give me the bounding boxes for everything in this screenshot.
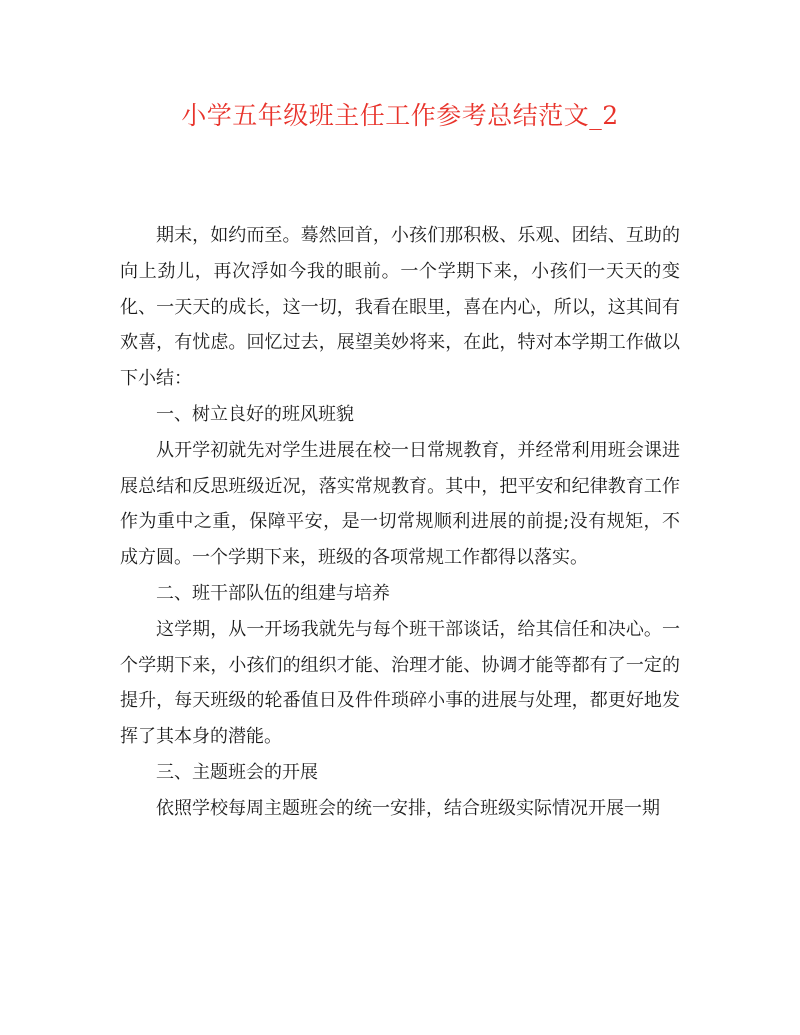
section-heading-1: 一、树立良好的班风班貌 <box>156 403 354 425</box>
paragraph-section-3: 依照学校每周主题班会的统一安排，结合班级实际情况开展一期 <box>156 797 660 819</box>
paragraph-section-1: 从开学初就先对学生进展在校一日常规教育，并经常利用班会课进展总结和反思班级近况，落实常规教育。其中，把平安和纪律教育工作作为重中之重，保障平安，是一切常规顺利进展的前提;没有规矩，不成方圆。一个学期下来，班级的各项常规工作都得以落实。 <box>120 439 680 569</box>
section-heading-2: 二、班干部队伍的组建与培养 <box>156 582 390 604</box>
paragraph-intro: 期末，如约而至。蓦然回首，小孩们那积极、乐观、团结、互助的向上劲儿，再次浮如今我的眼前。一个学期下来，小孩们一天天的变化、一天天的成长，这一切，我看在眼里，喜在内心，所以，这其间有欢喜，有忧虑。回忆过去，展望美妙将来，在此，特对本学期工作做以下小结： <box>120 225 680 390</box>
document-body <box>120 218 680 827</box>
section-heading-3: 三、主题班会的开展 <box>156 761 318 783</box>
paragraph-section-2: 这学期，从一开场我就先与每个班干部谈话，给其信任和决心。一个学期下来，小孩们的组织才能、治理才能、协调才能等都有了一定的提升，每天班级的轮番值日及件件琐碎小事的进展与处理，都更好地发挥了其本身的潜能。 <box>120 618 680 748</box>
document-title: 小学五年级班主任工作参考总结范文_2 <box>181 101 619 130</box>
